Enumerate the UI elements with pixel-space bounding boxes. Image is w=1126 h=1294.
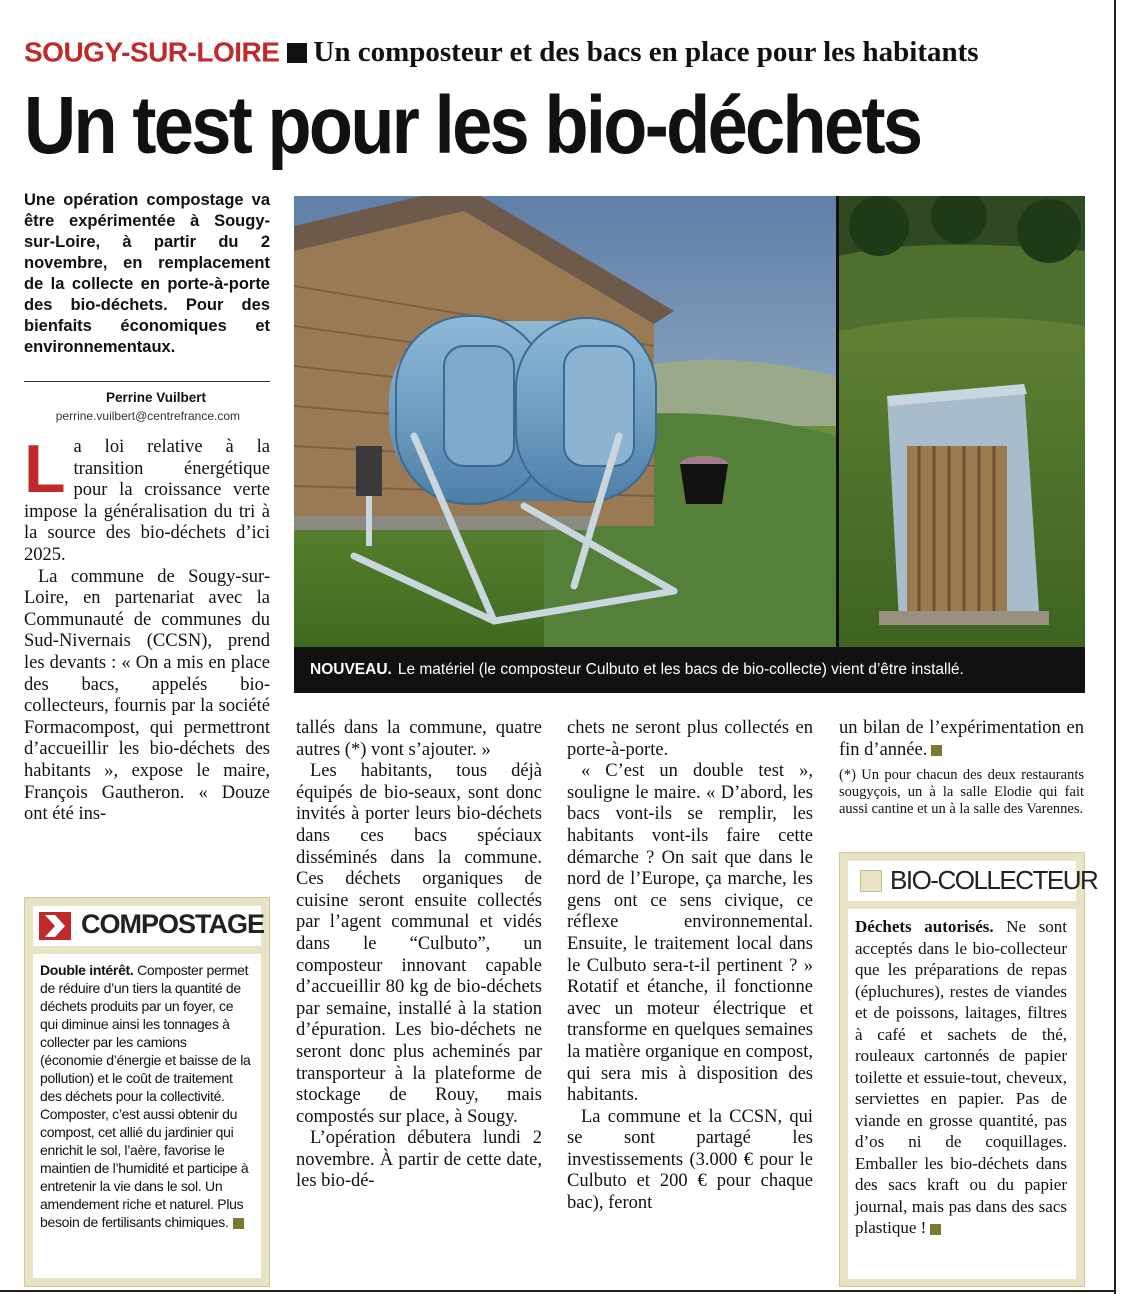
page-edge-line: [1114, 0, 1116, 1294]
body-column-1: [24, 431, 270, 826]
body-column-3: [567, 718, 813, 1215]
box-title: BIO-COLLECTEUR: [890, 865, 1098, 895]
body-paragraph: La commune de Sougy-sur-Loire, en partenariat avec la Communauté de communes du Sud-Nivernais (CCSN), prend les devants : « On a mis en place des bacs, appelés bio-collecteurs, fournis par la société Formacompost, qui permettront d’accueillir les bio-déchets des habitants », expose le maire, François Gautheron. « Douze ont été ins-: [24, 566, 270, 825]
box-header: [33, 906, 265, 946]
body-paragraph: La commune et la CCSN, qui se sont partagé les investissements (3.000 € pour le Culbuto et 200 € pour chaque bac), feront: [567, 1106, 813, 1214]
article-kicker: [24, 36, 1104, 76]
end-square-icon: [931, 745, 942, 756]
box-title: COMPOSTAGE: [81, 909, 265, 939]
box-text: Ne sont acceptés dans le bio-collecteur que les préparations de repas (épluchures), restes de viandes et de poissons, laitages, filtres à café et sachets de thé, rouleaux cartonnés de papier toilette et essuie-tout, cheveux, serviettes en papier. Pas de viande en grosse quantité, pas d’os ni de coquillages. Emballer les bio-déchets dans des sacs kraft ou du papier journal, mais pas dans des sacs plastique !: [855, 917, 1067, 1237]
end-square-icon: [233, 1218, 244, 1229]
byline-author: Perrine Vuilbert: [105, 390, 206, 405]
box-header: [848, 861, 1098, 901]
kicker-place: SOUGY-SUR-LOIRE: [24, 36, 280, 68]
box-compostage-text: [40, 961, 252, 1231]
box-biocollecteur-text: [855, 916, 1067, 1239]
body-paragraph: Les habitants, tous déjà équipés de bio-seaux, sont donc invités à porter leurs bio-déchets dans ces bacs spéciaux disséminés dans la commune. Ces déchets organiques de cuisine seront ensuite collectés par l’agent communal et vidés dans le “Culbuto”, un composteur innovant capable d’accueillir 80 kg de bio-déchets par semaine, installé à la station d’épuration. Les bio-déchets ne seront donc plus acheminés par transporteur à la plateforme de stockage de Rouy, mais compostés sur place, à Sougy.: [296, 761, 542, 1127]
photo-bio-collector: [839, 196, 1085, 647]
composter-photo-illustration: [294, 196, 836, 647]
box-lead: Double intérêt.: [40, 962, 134, 978]
body-paragraph: « C’est un double test », souligne le maire. « D’abord, les bacs vont-ils se remplir, les habitants vont-ils faire cette démarche ? On sait que dans le nord de l’Europe, ça marche, les gens ont ce sens civique, ce réflexe environnemental. Ensuite, le traitement local dans le Culbuto sera-t-il pertinent ? » Rotatif et étanche, il fonctionne avec un moteur électrique et transforme en quelques semaines la matière organique en compost, qui sera mis à disposition des habitants.: [567, 761, 813, 1106]
article-lead: Une opération compostage va être expérimentée à Sougy-sur-Loire, à partir du 2 novembre, en remplacement de la collecte en porte-à-porte des bio-déchets. Pour des bienfaits économiques et environnementaux.: [24, 191, 270, 356]
kicker-square-icon: [287, 43, 307, 63]
footnote: (*) Un pour chacun des deux restaurants sougyçois, un à la salle Elodie qui fait aussi cantine et un à la salle des Varennes.: [839, 767, 1084, 817]
caption-label: NOUVEAU.: [310, 661, 392, 678]
body-paragraph: tallés dans la commune, quatre autres (*) vont s’ajouter. »: [296, 718, 542, 760]
box-text: Composter permet de réduire d’un tiers la quantité de déchets produits par un foyer, ce qui diminue ainsi les tonnages à collecter par les camions (économie d’énergie et baisse de la pollution) et le coût de traitement des déchets pour la collectivité. Composter, c’est aussi obtenir du compost, cet allié du jardinier qui enrichit le sol, l’aère, favorise le maintien de l’humidité et participe à entretenir la vie dans le sol. Un amendement riche et naturel. Plus besoin de fertilisants chimiques.: [40, 962, 251, 1230]
body-paragraph: chets ne seront plus collectés en porte-à-porte.: [567, 718, 813, 760]
drop-cap: L: [24, 431, 66, 507]
caption-text: Le matériel (le composteur Culbuto et les bacs de bio-collecte) vient d’être installé.: [397, 661, 964, 678]
body-column-2: [296, 718, 542, 1193]
biocollector-photo-illustration: [839, 196, 1085, 647]
end-square-icon: [930, 1224, 941, 1235]
body-paragraph: a loi relative à la transition énergétique pour la croissance verte impose la généralisation du tri à la source des bio-déchets d’ici 2025.: [24, 437, 270, 565]
article-headline: Un test pour les bio-déchets: [24, 80, 921, 171]
byline-divider: [24, 381, 270, 382]
page-bottom-line: [0, 1290, 1116, 1292]
square-icon: [860, 870, 882, 892]
arrow-right-icon: [39, 912, 71, 940]
byline-email: perrine.vuilbert@centrefrance.com: [55, 409, 240, 423]
body-paragraph: L’opération débutera lundi 2 novembre. À partir de cette date, les bio-dé-: [296, 1128, 542, 1192]
photo-composter: [294, 196, 836, 647]
kicker-subtitle: Un composteur et des bacs en place pour les habitants: [313, 36, 979, 68]
body-column-4: [839, 718, 1084, 761]
closing-text: un bilan de l’expérimentation en fin d’année.: [839, 718, 1084, 760]
photo-caption: [294, 647, 1085, 693]
body-paragraph: [839, 718, 1084, 761]
box-lead: Déchets autorisés.: [855, 917, 994, 936]
